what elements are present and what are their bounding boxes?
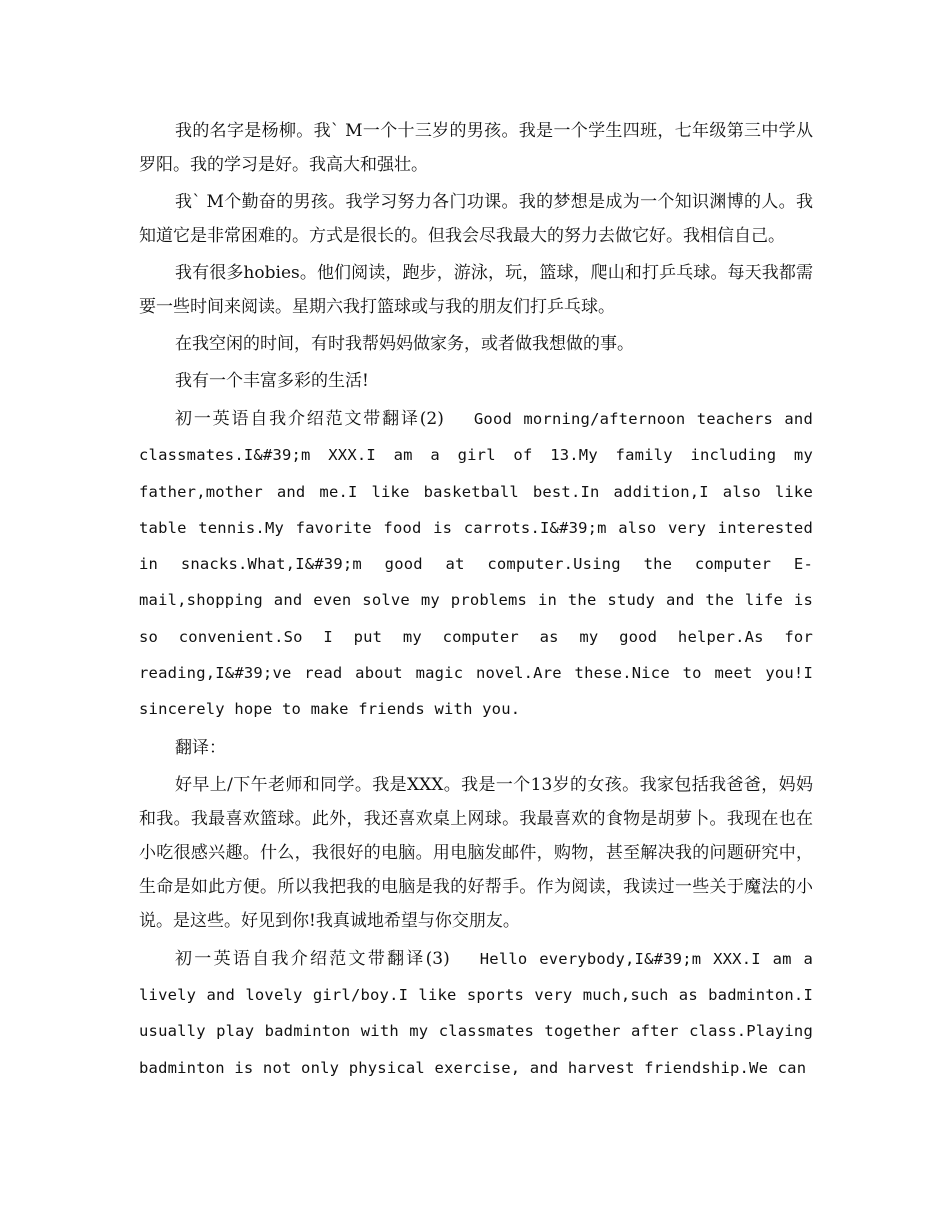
section-2-english	[139, 401, 813, 728]
paragraph-free-time: 在我空闲的时间，有时我帮妈妈做家务，或者做我想做的事。	[175, 334, 634, 354]
document-page	[139, 114, 813, 1089]
section-2-translation: 好早上/下午老师和同学。我是XXX。我是一个13岁的女孩。我家包括我爸爸，妈妈和我。我最喜欢篮球。此外，我还喜欢桌上网球。我最喜欢的食物是胡萝卜。我现在也在小吃很感兴趣。什么，我很好的电脑。用电脑发邮件，购物，甚至解决我的问题研究中，生命是如此方便。所以我把我的电脑是我的好帮手。作为阅读，我读过一些关于魔法的小说。是这些。好见到你!我真诚地希望与你交朋友。	[139, 774, 813, 931]
section-3-english	[139, 941, 813, 1086]
section-3-heading: 初一英语自我介绍范文带翻译(3)	[175, 948, 450, 969]
section-2-heading: 初一英语自我介绍范文带翻译(2)	[175, 409, 444, 429]
translation-label: 翻译：	[175, 737, 226, 758]
paragraph-intro: 我的名字是杨柳。我` M一个十三岁的男孩。我是一个学生四班，七年级第三中学从罗阳。我的学习是好。我高大和强壮。	[139, 121, 813, 175]
paragraph-colorful-life: 我有一个丰富多彩的生活!	[175, 371, 369, 391]
paragraph-hobbies: 我有很多hobies。他们阅读，跑步，游泳，玩，篮球，爬山和打乒乓球。每天我都需要一些时间来阅读。星期六我打篮球或与我的朋友们打乒乓球。	[139, 263, 813, 317]
paragraph-diligent: 我` M个勤奋的男孩。我学习努力各门功课。我的梦想是成为一个知识渊博的人。我知道它是非常困难的。方式是很长的。但我会尽我最大的努力去做它好。我相信自己。	[139, 192, 813, 246]
section-3-english-text: Hello everybody,I&#39;m XXX.I am a lively and lovely girl/boy.I like sports very much,such as badminton.I usually play badminton with my classmates together after class.Playing badminton is not only physical exercise, and harvest friendship.We can	[139, 949, 813, 1077]
section-2-english-text: Good morning/afternoon teachers and classmates.I&#39;m XXX.I am a girl of 13.My family including my father,mother and me.I like basketball best.In addition,I also like table tennis.My favorite food is carrots.I&#39;m also very interested in snacks.What,I&#39;m good at computer.Using the computer E-mail,shopping and even solve my problems in the study and the life is so convenient.So I put my computer as my good helper.As for reading,I&#39;ve read about magic novel.Are these.Nice to meet you!I sincerely hope to make friends with you.	[139, 410, 813, 719]
